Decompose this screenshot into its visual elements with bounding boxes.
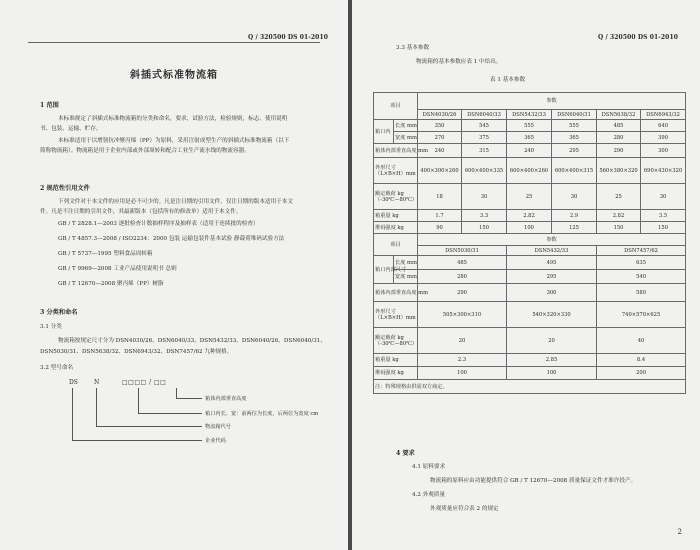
reference-1: GB / T 2828.1—2003 逐批检查计数抽样程序及抽样表（适用于连续批的检查）	[58, 221, 259, 227]
table-cell: 315	[462, 144, 507, 158]
table-cell: 200	[597, 367, 686, 380]
table-cell: 505×300×310	[418, 302, 507, 328]
subsection-3-2: 3.2 型号命名	[40, 365, 74, 371]
row-width-2: 宽度 mm	[394, 270, 418, 284]
left-page	[0, 0, 348, 550]
row-stack-2: 堆码强度 kg	[374, 367, 418, 380]
table-cell: 540	[597, 270, 686, 284]
table-cell: 295	[552, 144, 597, 158]
subsection-4-1: 4.1 原料要求	[412, 464, 446, 470]
table-cell: 2.3	[418, 354, 507, 367]
table-cell: 740×570×625	[597, 302, 686, 328]
row-length-2: 长度 mm	[394, 256, 418, 270]
table-cell: 280	[597, 132, 641, 144]
section-3-heading: 3 分类和命名	[40, 309, 78, 316]
header-item: 项目	[374, 93, 418, 120]
table-note: 注：特殊规格由供需双方商定。	[374, 380, 686, 394]
diagram-code: DS	[69, 379, 78, 386]
table-cell: 100	[507, 222, 552, 234]
header-params-2: 参数	[418, 234, 686, 246]
table-cell: 2.82	[507, 210, 552, 222]
s1-p2-line2: 简称物流箱）。物流箱是用于企业内部或外部周转和配合工业生产流水线的物流容器。	[40, 148, 250, 154]
table-cell: 1.7	[418, 210, 462, 222]
table-cell: 280	[418, 270, 507, 284]
page-number: 2	[677, 528, 682, 536]
table-cell: 375	[462, 132, 507, 144]
row-weight: 箱重量 kg	[374, 210, 418, 222]
model-b3: DSN7457/62	[597, 246, 686, 256]
table-cell: 400×300×260	[418, 158, 462, 184]
table-caption: 表 1 基本参数	[490, 77, 526, 83]
table-cell: 485	[418, 256, 507, 270]
table-cell: 240	[418, 144, 462, 158]
table-cell: 540×320×330	[507, 302, 597, 328]
table-cell: 150	[462, 222, 507, 234]
header-params: 参数	[418, 93, 686, 110]
diagram-boxes: □□□□ / □□	[122, 379, 167, 386]
table-cell: 270	[418, 132, 462, 144]
table-cell: 240	[507, 144, 552, 158]
s2-p1-line2: 件。凡是不注日期的引用文件，其最新版本（包括所有的修改单）适用于本文件。	[40, 209, 242, 215]
reference-4: GB / T 9969—2008 工业产品使用说明书 总则	[58, 266, 177, 272]
row-outer-2: 外形尺寸 （L×B×H）mm	[374, 302, 418, 328]
document-title: 斜插式标准物流箱	[130, 70, 218, 81]
s1-p1-line1: 本标准规定了斜插式标准物流箱的分类和命名，要求，试验方法，检验规则，标志、使用说明	[58, 116, 288, 122]
diagram-n: N	[94, 379, 100, 386]
model-a1: DSN4030/26	[418, 110, 462, 120]
table-cell: 300	[507, 284, 597, 302]
table-cell: 600×400×315	[552, 158, 597, 184]
table-cell: 295	[507, 270, 597, 284]
table-cell: 365	[552, 132, 597, 144]
s2-p1-line1: 下列文件对于本文件的应用是必不可少的。凡是注日期的引用文件，仅注日期的版本适用于本文	[58, 199, 293, 205]
row-weight-2: 箱重量 kg	[374, 354, 418, 367]
table-cell: 3.5	[641, 210, 686, 222]
table-cell: 290	[418, 284, 507, 302]
section-2-heading: 2 规范性引用文件	[40, 185, 90, 192]
s41-text: 物流箱的原料应由功能提供符合 GB / T 12670—2008 质量保证文件才准许投产。	[430, 478, 637, 484]
table-cell: 560×380×320	[597, 158, 641, 184]
table-cell: 485	[597, 120, 641, 132]
table-cell: 30	[641, 184, 686, 210]
reference-2: GB / T 4857.3—2008 / ISO2234：2000 包装 运输包装件基本试验 静载荷堆码试验方法	[58, 236, 285, 242]
row-mouth-2: 箱口内部尺寸	[374, 256, 394, 284]
table-cell: 640	[641, 120, 686, 132]
diagram-label-size: 箱口内长、宽：前两位为长度，后两位为宽度 cm	[205, 411, 319, 417]
subsection-4-2: 4.2 外观质量	[412, 492, 446, 498]
header-rule	[28, 42, 320, 43]
subsection-3-1: 3.1 分类	[40, 324, 62, 330]
standard-number: Q / 320500 DS 01-2010	[598, 34, 678, 41]
table-cell: 90	[418, 222, 462, 234]
model-a6: DSN6943/32	[641, 110, 686, 120]
row-load-2: 额定载荷 kg （-30℃—80℃）	[374, 328, 418, 354]
diagram-label-height: 箱体内部垂直高度	[205, 396, 247, 402]
model-a3: DSN5432/33	[507, 110, 552, 120]
table-cell: 365	[507, 132, 552, 144]
table-cell: 600×400×260	[507, 158, 552, 184]
table-cell: 25	[507, 184, 552, 210]
section-1-heading: 1 范围	[40, 102, 59, 109]
table-cell: 350	[418, 120, 462, 132]
table-cell: 20	[418, 328, 507, 354]
table-cell: 290	[597, 144, 641, 158]
table-cell: 30	[462, 184, 507, 210]
model-a4: DSN6040/31	[552, 110, 597, 120]
table-cell: 2.85	[507, 354, 597, 367]
model-b2: DSN5432/33	[507, 246, 597, 256]
table-cell: 18	[418, 184, 462, 210]
standard-number: Q / 320500 DS 01-2010	[248, 34, 328, 41]
row-height: 箱体内部垂直高度 mm	[374, 144, 418, 158]
table-cell: 125	[552, 222, 597, 234]
table-cell: 40	[597, 328, 686, 354]
row-height-2: 箱体内部垂直高度 mm	[374, 284, 418, 302]
row-load: 额定载荷 kg （-30℃—80℃）	[374, 184, 418, 210]
row-mouth: 箱口内	[374, 120, 394, 144]
table-cell: 635	[597, 256, 686, 270]
table-cell: 3.3	[462, 210, 507, 222]
table-cell: 25	[597, 184, 641, 210]
table-cell: 545	[462, 120, 507, 132]
s42-text: 外观质量应符合表 2 的规定	[430, 506, 499, 512]
table-cell: 100	[507, 367, 597, 380]
table-cell: 150	[597, 222, 641, 234]
table-cell: 8.4	[597, 354, 686, 367]
table-cell: 300	[641, 144, 686, 158]
diagram-label-product: 物流箱代号	[205, 424, 231, 430]
s31-line1: 物流箱按规定尺寸分为 DSN4030/26、DSN6040/33、DSN5432/33、DSN6040/26、DSN6040/31、	[58, 338, 326, 344]
table-cell: 30	[552, 184, 597, 210]
table-cell: 2.82	[597, 210, 641, 222]
reference-5: GB / T 12670—2008 聚丙烯（PP）树脂	[58, 281, 164, 287]
reference-3: GB / T 5737—1995 塑料食品周转箱	[58, 251, 153, 257]
right-page	[352, 0, 700, 550]
s33-text: 物流箱的基本参数应表 1 中给出。	[416, 59, 502, 65]
table-cell: 600×400×335	[462, 158, 507, 184]
table-cell: 20	[507, 328, 597, 354]
diagram-label-company: 企业代码	[205, 438, 226, 444]
model-a5: DSN5638/32	[597, 110, 641, 120]
table-cell: 150	[641, 222, 686, 234]
table-cell: 390	[641, 132, 686, 144]
s1-p2-line1: 本标准适用于以增韧抗冲聚丙烯（PP）为原料，采用注射成型生产的斜插式标准物流箱（以下	[58, 138, 290, 144]
parameters-table	[373, 92, 686, 394]
row-length: 长度 mm	[394, 120, 418, 132]
row-width: 宽度 mm	[394, 132, 418, 144]
model-a2: DSN6040/33	[462, 110, 507, 120]
table-cell: 555	[552, 120, 597, 132]
table-cell: 690×430×320	[641, 158, 686, 184]
table-cell: 100	[418, 367, 507, 380]
row-outer: 外形尺寸 （L×B×H）mm	[374, 158, 418, 184]
s1-p1-line2: 书、包装、运输、贮存。	[40, 126, 102, 132]
subsection-3-3: 3.3 基本参数	[396, 45, 430, 51]
model-b1: DSN5030/31	[418, 246, 507, 256]
table-cell: 2.9	[552, 210, 597, 222]
table-cell: 495	[507, 256, 597, 270]
table-cell: 555	[507, 120, 552, 132]
header-item-2: 项目	[374, 234, 418, 256]
table-cell: 580	[597, 284, 686, 302]
row-stack: 堆码强度 kg	[374, 222, 418, 234]
section-4-heading: 4 要求	[396, 450, 415, 457]
s31-line2: DSN5030/31、DSN5638/32、DSN6943/32、DSN7457/62 九种规格。	[40, 349, 233, 355]
